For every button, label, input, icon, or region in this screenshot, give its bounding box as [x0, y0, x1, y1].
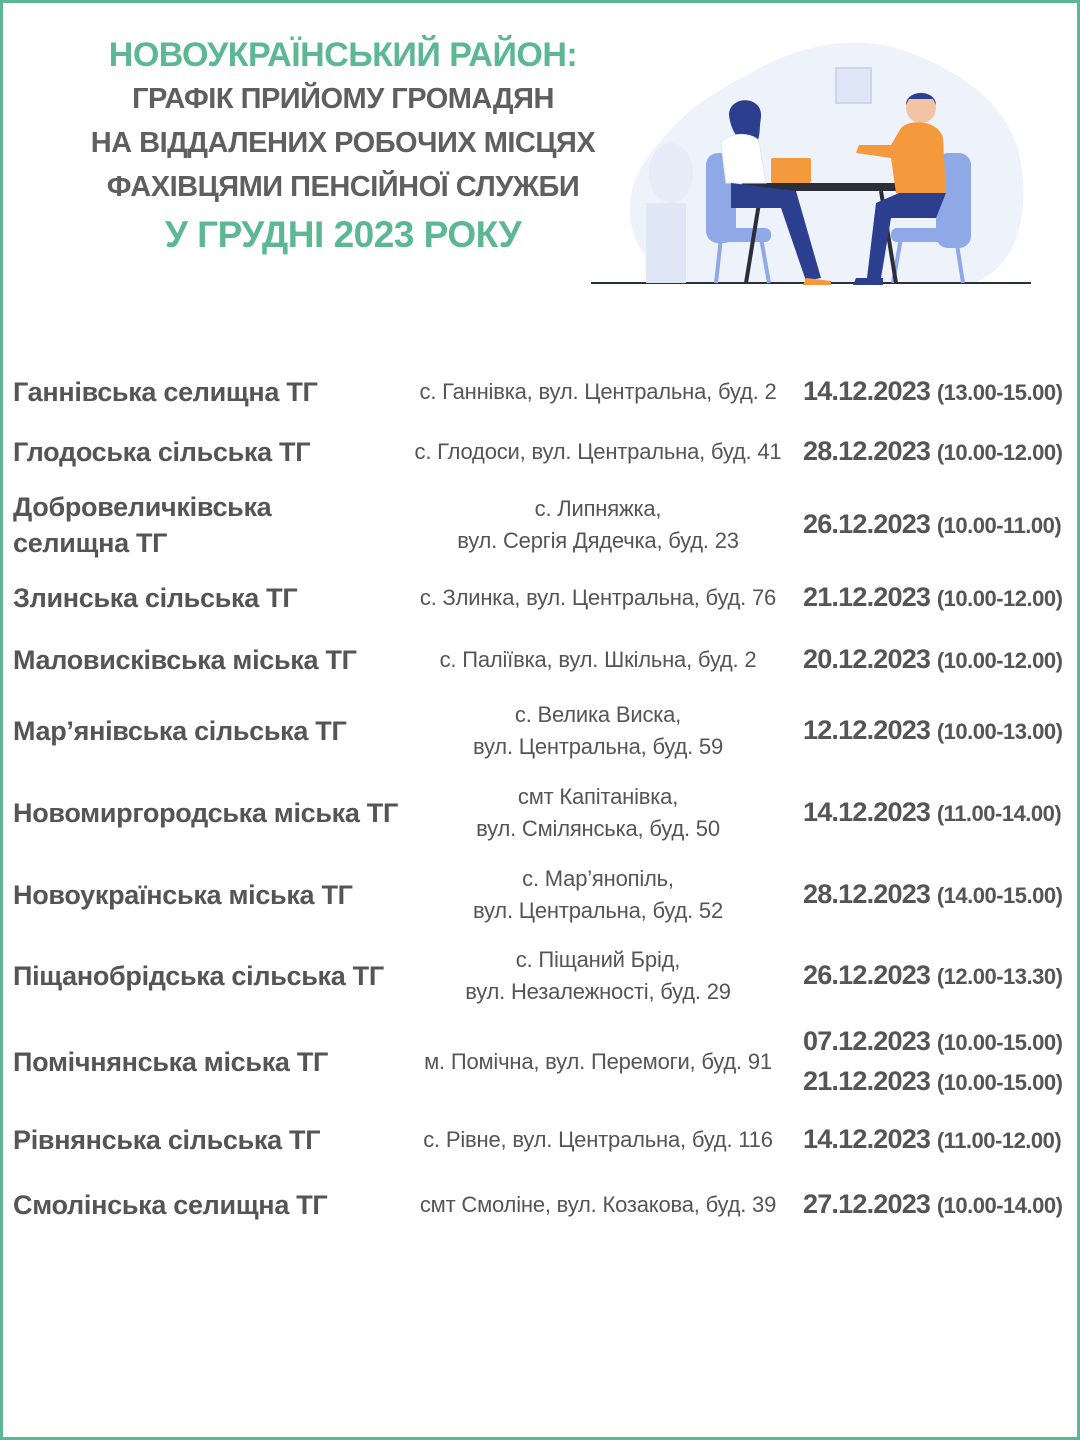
- subtitle-line-2: НА ВІДДАЛЕНИХ РОБОЧИХ МІСЦЯХ: [90, 127, 596, 159]
- month-title: У ГРУДНІ 2023 РОКУ: [164, 214, 522, 255]
- subtitle-line-1: ГРАФІК ПРИЙОМУ ГРОМАДЯН: [132, 83, 554, 115]
- table-row: [13, 1173, 1073, 1237]
- reception-date: 07.12.2023 (10.00-15.00) 21.12.2023 (10.00-15.00): [803, 1026, 1063, 1096]
- community-name: Глодоська сільська ТГ: [13, 437, 311, 467]
- woman-body: [721, 134, 766, 183]
- consultation-illustration: [591, 33, 1036, 293]
- address: с. Липняжка, вул. Сергія Дядечка, буд. 23: [457, 496, 739, 553]
- reception-date: 26.12.2023 (12.00-13.30): [803, 960, 1063, 990]
- table-row: [13, 421, 1073, 483]
- table-row: [13, 483, 1073, 567]
- address: с. Піщаний Брід, вул. Незалежності, буд. 29: [465, 947, 731, 1004]
- community-name: Новомиргородська міська ТГ: [13, 798, 398, 828]
- address: с. Ганнівка, вул. Центральна, буд. 2: [419, 379, 777, 404]
- address: с. Глодоси, вул. Центральна, буд. 41: [414, 439, 782, 464]
- table-row: [13, 629, 1073, 691]
- reception-date: 14.12.2023 (11.00-12.00): [803, 1124, 1062, 1154]
- address: с. Велика Виска, вул. Центральна, буд. 59: [472, 702, 723, 759]
- reception-date: 28.12.2023 (10.00-12.00): [803, 436, 1063, 466]
- window-icon: [836, 68, 871, 103]
- reception-date: 26.12.2023 (10.00-11.00): [803, 509, 1062, 539]
- address: с. Мар’янопіль, вул. Центральна, буд. 52: [472, 866, 723, 923]
- reception-date: 14.12.2023 (11.00-14.00): [803, 797, 1062, 827]
- reception-date: 20.12.2023 (10.00-12.00): [803, 644, 1063, 674]
- community-name: Піщанобрідська сільська ТГ: [13, 961, 384, 991]
- table-row: [13, 691, 1073, 771]
- community-name: Смолінська селищна ТГ: [13, 1190, 328, 1220]
- reception-date: 27.12.2023 (10.00-14.00): [803, 1189, 1063, 1219]
- laptop-icon: [771, 158, 811, 183]
- community-name: Мар’янівська сільська ТГ: [13, 716, 347, 746]
- reception-date: 12.12.2023 (10.00-13.00): [803, 715, 1063, 745]
- address: м. Помічна, вул. Перемоги, буд. 91: [424, 1049, 772, 1074]
- schedule-table: [13, 363, 1073, 1237]
- address: с. Паліївка, вул. Шкільна, буд. 2: [439, 647, 757, 672]
- table-row: [13, 771, 1073, 855]
- address: смт Смоліне, вул. Козакова, буд. 39: [419, 1192, 777, 1217]
- community-name: Рівнянська сільська ТГ: [13, 1125, 321, 1155]
- table-row: [13, 935, 1073, 1017]
- plant-pot: [646, 203, 686, 283]
- community-name: Помічнянська міська ТГ: [13, 1047, 329, 1077]
- table-row: [13, 567, 1073, 629]
- community-name: Ганнівська селищна ТГ: [13, 377, 318, 407]
- poster-header: [43, 33, 643, 261]
- community-name: Злинська сільська ТГ: [13, 583, 298, 613]
- address: с. Рівне, вул. Центральна, буд. 116: [423, 1127, 773, 1152]
- reception-date: 14.12.2023 (13.00-15.00): [803, 376, 1063, 406]
- reception-date: 28.12.2023 (14.00-15.00): [803, 879, 1063, 909]
- address: смт Капітанівка, вул. Смілянська, буд. 50: [476, 784, 720, 841]
- table-row: [13, 363, 1073, 421]
- district-title: НОВОУКРАЇНСЬКИЙ РАЙОН:: [108, 36, 578, 74]
- table-row: [13, 1107, 1073, 1173]
- community-name: Добровеличківська селищна ТГ: [13, 492, 272, 558]
- community-name: Новоукраїнська міська ТГ: [13, 880, 353, 910]
- reception-date: 21.12.2023 (10.00-12.00): [803, 582, 1063, 612]
- table-row: [13, 1017, 1073, 1107]
- community-name: Маловисківська міська ТГ: [13, 645, 357, 675]
- subtitle-line-3: ФАХІВЦЯМИ ПЕНСІЙНОЇ СЛУЖБИ: [106, 171, 580, 203]
- address: с. Злинка, вул. Центральна, буд. 76: [419, 585, 777, 610]
- table-row: [13, 855, 1073, 935]
